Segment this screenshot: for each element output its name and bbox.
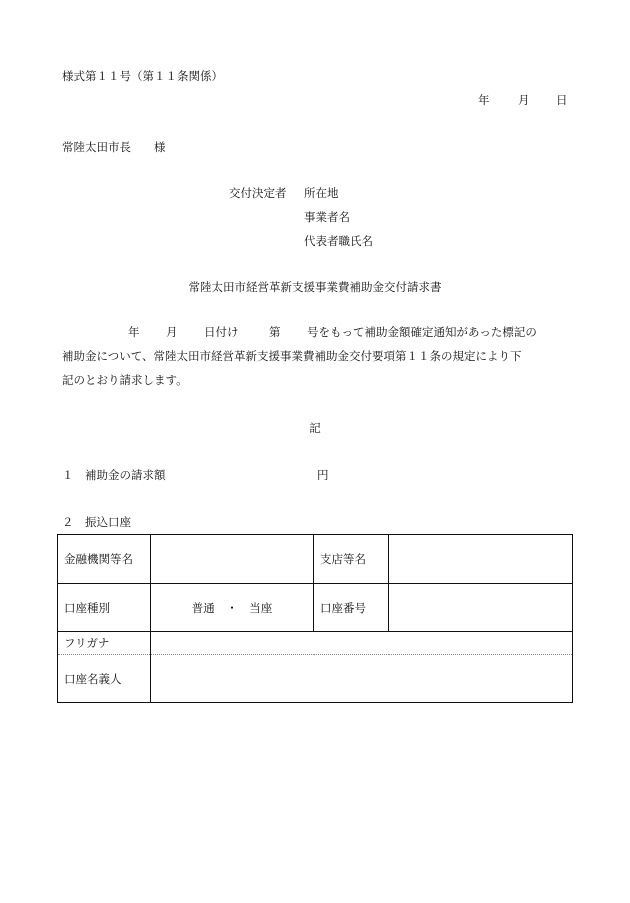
account-number-field[interactable] — [389, 584, 573, 632]
form-number: 様式第１１号（第１１条関係） — [62, 69, 223, 83]
applicant-address-label: 所在地 — [304, 186, 339, 200]
furigana-label: フリガナ — [58, 632, 151, 655]
applicant-company-label: 事業者名 — [304, 210, 350, 224]
item2-label: ２ 振込口座 — [62, 515, 131, 529]
branch-name-field[interactable] — [389, 535, 573, 584]
account-number-label: 口座番号 — [314, 584, 389, 632]
item1-unit: 円 — [317, 468, 329, 482]
bank-name-label: 金融機関等名 — [58, 535, 151, 584]
account-type-options[interactable]: 普通 ・ 当座 — [151, 584, 314, 632]
body-line-2: 補助金について、常陸太田市経営革新支援事業費補助金交付要項第１１条の規定により下 — [62, 349, 522, 363]
furigana-field[interactable] — [151, 632, 573, 655]
date-year: 年 — [478, 93, 490, 107]
ki-heading: 記 — [309, 421, 321, 435]
applicant-representative-label: 代表者職氏名 — [304, 234, 373, 248]
addressee: 常陸太田市長 様 — [62, 140, 166, 154]
document-title: 常陸太田市経営革新支援事業費補助金交付請求書 — [188, 280, 442, 294]
date-day: 日 — [556, 93, 568, 107]
account-type-label: 口座種別 — [58, 584, 151, 632]
account-holder-field[interactable] — [151, 655, 573, 703]
branch-name-label: 支店等名 — [314, 535, 389, 584]
date-month: 月 — [518, 93, 530, 107]
account-holder-label: 口座名義人 — [58, 655, 151, 703]
item1-label: １ 補助金の請求額 — [62, 468, 166, 482]
applicant-heading: 交付決定者 — [229, 186, 287, 200]
body-line-3: 記のとおり請求します。 — [62, 373, 188, 387]
account-table — [57, 534, 573, 703]
bank-name-field[interactable] — [151, 535, 314, 584]
